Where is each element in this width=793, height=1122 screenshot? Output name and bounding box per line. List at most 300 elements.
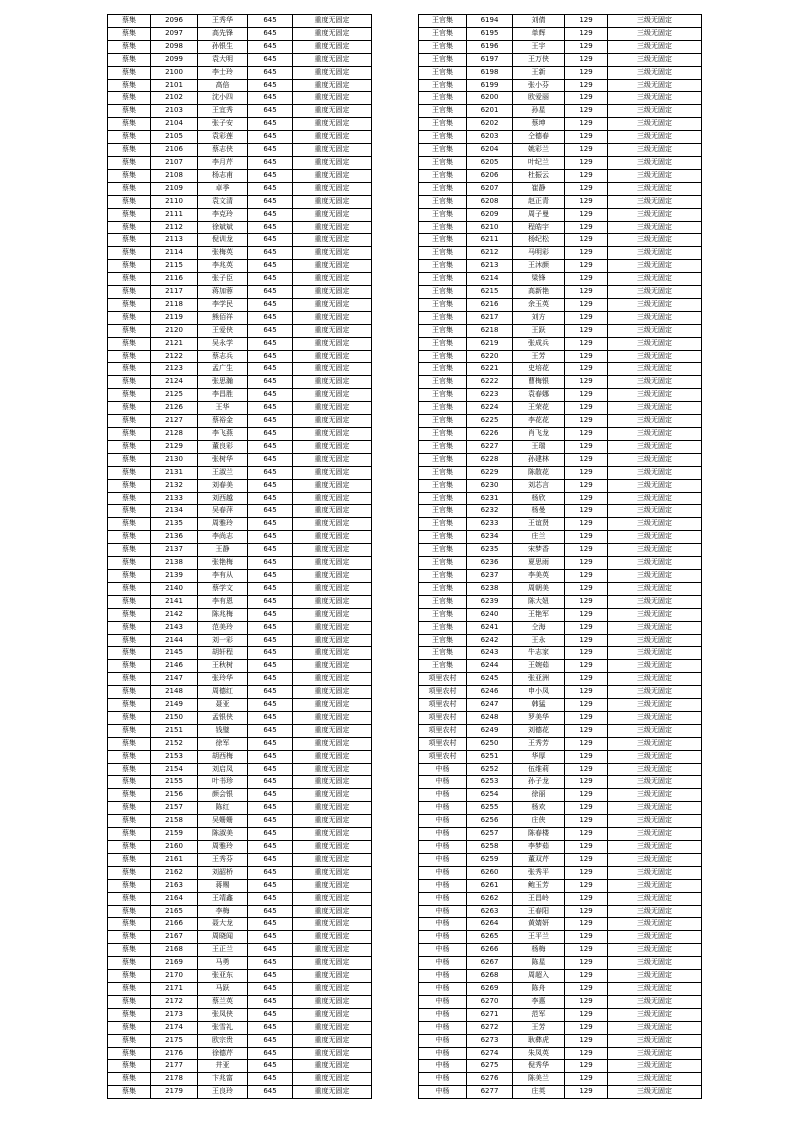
amount-cell: 129 bbox=[565, 376, 608, 389]
table-row bbox=[108, 389, 372, 402]
id-cell: 2155 bbox=[151, 776, 198, 789]
name-cell: 孙银生 bbox=[198, 40, 248, 53]
table-row bbox=[419, 608, 702, 621]
category-cell: 三级无固定 bbox=[608, 1008, 702, 1021]
id-cell: 6249 bbox=[467, 724, 513, 737]
name-cell: 李梅 bbox=[198, 905, 248, 918]
town-cell: 蔡集 bbox=[108, 402, 151, 415]
amount-cell: 129 bbox=[565, 1047, 608, 1060]
amount-cell: 645 bbox=[248, 363, 293, 376]
table-row bbox=[108, 131, 372, 144]
town-cell: 中杨 bbox=[419, 1008, 467, 1021]
category-cell: 三级无固定 bbox=[608, 621, 702, 634]
town-cell: 蔡集 bbox=[108, 479, 151, 492]
table-row bbox=[108, 595, 372, 608]
id-cell: 6217 bbox=[467, 311, 513, 324]
category-cell: 三级无固定 bbox=[608, 118, 702, 131]
amount-cell: 129 bbox=[565, 763, 608, 776]
amount-cell: 129 bbox=[565, 492, 608, 505]
town-cell: 蔡集 bbox=[108, 1047, 151, 1060]
id-cell: 6215 bbox=[467, 286, 513, 299]
town-cell: 王官集 bbox=[419, 27, 467, 40]
amount-cell: 129 bbox=[565, 234, 608, 247]
id-cell: 6225 bbox=[467, 415, 513, 428]
town-cell: 王官集 bbox=[419, 479, 467, 492]
id-cell: 6251 bbox=[467, 750, 513, 763]
table-row bbox=[419, 311, 702, 324]
town-cell: 蔡集 bbox=[108, 1086, 151, 1099]
id-cell: 2127 bbox=[151, 415, 198, 428]
table-row bbox=[419, 686, 702, 699]
amount-cell: 129 bbox=[565, 92, 608, 105]
category-cell: 三级无固定 bbox=[608, 337, 702, 350]
table-row bbox=[419, 182, 702, 195]
category-cell: 三级无固定 bbox=[608, 389, 702, 402]
town-cell: 中杨 bbox=[419, 789, 467, 802]
id-cell: 6272 bbox=[467, 1021, 513, 1034]
category-cell: 重度无固定 bbox=[293, 828, 372, 841]
town-cell: 王官集 bbox=[419, 234, 467, 247]
name-cell: 王荣花 bbox=[513, 402, 565, 415]
category-cell: 三级无固定 bbox=[608, 647, 702, 660]
town-cell: 蔡集 bbox=[108, 273, 151, 286]
amount-cell: 645 bbox=[248, 389, 293, 402]
town-cell: 蔡集 bbox=[108, 260, 151, 273]
id-cell: 6255 bbox=[467, 802, 513, 815]
id-cell: 6242 bbox=[467, 634, 513, 647]
town-cell: 蔡集 bbox=[108, 815, 151, 828]
table-row bbox=[419, 415, 702, 428]
table-row bbox=[108, 737, 372, 750]
table-row bbox=[108, 402, 372, 415]
amount-cell: 129 bbox=[565, 660, 608, 673]
table-row bbox=[108, 15, 372, 28]
town-cell: 蔡集 bbox=[108, 66, 151, 79]
id-cell: 6274 bbox=[467, 1047, 513, 1060]
id-cell: 6271 bbox=[467, 1008, 513, 1021]
town-cell: 王官集 bbox=[419, 569, 467, 582]
category-cell: 三级无固定 bbox=[608, 569, 702, 582]
name-cell: 刘倩 bbox=[513, 15, 565, 28]
table-row bbox=[419, 931, 702, 944]
table-row bbox=[108, 247, 372, 260]
town-cell: 中杨 bbox=[419, 879, 467, 892]
amount-cell: 129 bbox=[565, 169, 608, 182]
id-cell: 2116 bbox=[151, 273, 198, 286]
town-cell: 中杨 bbox=[419, 815, 467, 828]
table-row bbox=[419, 350, 702, 363]
amount-cell: 129 bbox=[565, 724, 608, 737]
town-cell: 蔡集 bbox=[108, 40, 151, 53]
category-cell: 三级无固定 bbox=[608, 918, 702, 931]
name-cell: 王婉茹 bbox=[513, 660, 565, 673]
category-cell: 三级无固定 bbox=[608, 40, 702, 53]
amount-cell: 129 bbox=[565, 273, 608, 286]
name-cell: 崔静 bbox=[513, 182, 565, 195]
name-cell: 孙子龙 bbox=[513, 776, 565, 789]
id-cell: 2146 bbox=[151, 660, 198, 673]
category-cell: 重度无固定 bbox=[293, 699, 372, 712]
category-cell: 重度无固定 bbox=[293, 724, 372, 737]
amount-cell: 129 bbox=[565, 15, 608, 28]
category-cell: 三级无固定 bbox=[608, 905, 702, 918]
name-cell: 刘芯言 bbox=[513, 479, 565, 492]
name-cell: 伍维莉 bbox=[513, 763, 565, 776]
name-cell: 王新 bbox=[513, 66, 565, 79]
amount-cell: 129 bbox=[565, 221, 608, 234]
category-cell: 重度无固定 bbox=[293, 1008, 372, 1021]
category-cell: 三级无固定 bbox=[608, 324, 702, 337]
id-cell: 2166 bbox=[151, 918, 198, 931]
name-cell: 刘一彩 bbox=[198, 634, 248, 647]
id-cell: 6270 bbox=[467, 995, 513, 1008]
table-row bbox=[108, 944, 372, 957]
name-cell: 胡轩程 bbox=[198, 647, 248, 660]
town-cell: 蔡集 bbox=[108, 453, 151, 466]
name-cell: 陈红 bbox=[198, 802, 248, 815]
town-cell: 蔡集 bbox=[108, 763, 151, 776]
category-cell: 三级无固定 bbox=[608, 982, 702, 995]
name-cell: 王爱侠 bbox=[198, 324, 248, 337]
id-cell: 6266 bbox=[467, 944, 513, 957]
id-cell: 2176 bbox=[151, 1047, 198, 1060]
category-cell: 重度无固定 bbox=[293, 1021, 372, 1034]
name-cell: 王谊贤 bbox=[513, 518, 565, 531]
amount-cell: 645 bbox=[248, 595, 293, 608]
category-cell: 重度无固定 bbox=[293, 750, 372, 763]
category-cell: 三级无固定 bbox=[608, 221, 702, 234]
category-cell: 三级无固定 bbox=[608, 737, 702, 750]
table-row bbox=[108, 660, 372, 673]
id-cell: 6218 bbox=[467, 324, 513, 337]
category-cell: 重度无固定 bbox=[293, 634, 372, 647]
amount-cell: 645 bbox=[248, 1021, 293, 1034]
table-row bbox=[108, 156, 372, 169]
name-cell: 蔡志兵 bbox=[198, 350, 248, 363]
amount-cell: 129 bbox=[565, 931, 608, 944]
name-cell: 张树华 bbox=[198, 453, 248, 466]
category-cell: 重度无固定 bbox=[293, 402, 372, 415]
town-cell: 蔡集 bbox=[108, 1073, 151, 1086]
category-cell: 三级无固定 bbox=[608, 260, 702, 273]
name-cell: 卓季 bbox=[198, 182, 248, 195]
amount-cell: 129 bbox=[565, 789, 608, 802]
town-cell: 王官集 bbox=[419, 15, 467, 28]
id-cell: 6208 bbox=[467, 195, 513, 208]
name-cell: 王沐颜 bbox=[513, 260, 565, 273]
table-row bbox=[419, 853, 702, 866]
id-cell: 2128 bbox=[151, 428, 198, 441]
town-cell: 蔡集 bbox=[108, 92, 151, 105]
town-cell: 蔡集 bbox=[108, 195, 151, 208]
category-cell: 重度无固定 bbox=[293, 234, 372, 247]
amount-cell: 645 bbox=[248, 866, 293, 879]
category-cell: 重度无固定 bbox=[293, 221, 372, 234]
town-cell: 蔡集 bbox=[108, 247, 151, 260]
amount-cell: 129 bbox=[565, 905, 608, 918]
town-cell: 中杨 bbox=[419, 905, 467, 918]
town-cell: 蔡集 bbox=[108, 376, 151, 389]
id-cell: 6229 bbox=[467, 466, 513, 479]
category-cell: 重度无固定 bbox=[293, 389, 372, 402]
id-cell: 6277 bbox=[467, 1086, 513, 1099]
category-cell: 三级无固定 bbox=[608, 931, 702, 944]
id-cell: 2126 bbox=[151, 402, 198, 415]
town-cell: 蔡集 bbox=[108, 699, 151, 712]
id-cell: 2164 bbox=[151, 892, 198, 905]
category-cell: 三级无固定 bbox=[608, 92, 702, 105]
id-cell: 6264 bbox=[467, 918, 513, 931]
category-cell: 重度无固定 bbox=[293, 776, 372, 789]
amount-cell: 129 bbox=[565, 647, 608, 660]
amount-cell: 129 bbox=[565, 879, 608, 892]
table-row bbox=[108, 66, 372, 79]
amount-cell: 645 bbox=[248, 789, 293, 802]
name-cell: 陈星 bbox=[513, 957, 565, 970]
amount-cell: 645 bbox=[248, 15, 293, 28]
table-row bbox=[419, 711, 702, 724]
table-row bbox=[108, 169, 372, 182]
town-cell: 王官集 bbox=[419, 557, 467, 570]
id-cell: 6206 bbox=[467, 169, 513, 182]
id-cell: 2175 bbox=[151, 1034, 198, 1047]
amount-cell: 645 bbox=[248, 1047, 293, 1060]
name-cell: 徐军 bbox=[198, 737, 248, 750]
town-cell: 项里农村 bbox=[419, 686, 467, 699]
id-cell: 2142 bbox=[151, 608, 198, 621]
category-cell: 重度无固定 bbox=[293, 918, 372, 931]
name-cell: 周雅玲 bbox=[198, 841, 248, 854]
left-table bbox=[107, 14, 372, 1099]
id-cell: 6228 bbox=[467, 453, 513, 466]
category-cell: 重度无固定 bbox=[293, 492, 372, 505]
amount-cell: 645 bbox=[248, 518, 293, 531]
name-cell: 陈大妞 bbox=[513, 595, 565, 608]
town-cell: 中杨 bbox=[419, 1047, 467, 1060]
town-cell: 蔡集 bbox=[108, 428, 151, 441]
table-row bbox=[419, 479, 702, 492]
category-cell: 重度无固定 bbox=[293, 995, 372, 1008]
name-cell: 李月芹 bbox=[198, 156, 248, 169]
table-row bbox=[108, 776, 372, 789]
town-cell: 蔡集 bbox=[108, 634, 151, 647]
category-cell: 三级无固定 bbox=[608, 841, 702, 854]
category-cell: 重度无固定 bbox=[293, 595, 372, 608]
category-cell: 重度无固定 bbox=[293, 286, 372, 299]
id-cell: 6197 bbox=[467, 53, 513, 66]
table-row bbox=[419, 169, 702, 182]
table-row bbox=[419, 905, 702, 918]
name-cell: 王永 bbox=[513, 634, 565, 647]
id-cell: 6244 bbox=[467, 660, 513, 673]
name-cell: 张凤侠 bbox=[198, 1008, 248, 1021]
town-cell: 蔡集 bbox=[108, 621, 151, 634]
amount-cell: 129 bbox=[565, 118, 608, 131]
name-cell: 杨曼 bbox=[513, 505, 565, 518]
amount-cell: 129 bbox=[565, 918, 608, 931]
table-row bbox=[419, 260, 702, 273]
town-cell: 蔡集 bbox=[108, 234, 151, 247]
name-cell: 张子臣 bbox=[198, 273, 248, 286]
name-cell: 蔡裕金 bbox=[198, 415, 248, 428]
id-cell: 6234 bbox=[467, 531, 513, 544]
category-cell: 重度无固定 bbox=[293, 415, 372, 428]
id-cell: 2122 bbox=[151, 350, 198, 363]
amount-cell: 129 bbox=[565, 402, 608, 415]
category-cell: 三级无固定 bbox=[608, 944, 702, 957]
amount-cell: 129 bbox=[565, 311, 608, 324]
table-row bbox=[108, 440, 372, 453]
category-cell: 三级无固定 bbox=[608, 15, 702, 28]
id-cell: 6230 bbox=[467, 479, 513, 492]
name-cell: 范美玲 bbox=[198, 621, 248, 634]
id-cell: 2099 bbox=[151, 53, 198, 66]
id-cell: 6237 bbox=[467, 569, 513, 582]
category-cell: 三级无固定 bbox=[608, 608, 702, 621]
amount-cell: 129 bbox=[565, 324, 608, 337]
id-cell: 6204 bbox=[467, 144, 513, 157]
id-cell: 2135 bbox=[151, 518, 198, 531]
id-cell: 6202 bbox=[467, 118, 513, 131]
id-cell: 6243 bbox=[467, 647, 513, 660]
id-cell: 6250 bbox=[467, 737, 513, 750]
name-cell: 王春阳 bbox=[513, 905, 565, 918]
name-cell: 蒋赐 bbox=[198, 879, 248, 892]
town-cell: 蔡集 bbox=[108, 53, 151, 66]
amount-cell: 129 bbox=[565, 66, 608, 79]
town-cell: 蔡集 bbox=[108, 144, 151, 157]
amount-cell: 129 bbox=[565, 144, 608, 157]
id-cell: 2130 bbox=[151, 453, 198, 466]
name-cell: 聂大龙 bbox=[198, 918, 248, 931]
amount-cell: 129 bbox=[565, 750, 608, 763]
name-cell: 陈美兰 bbox=[513, 1073, 565, 1086]
town-cell: 蔡集 bbox=[108, 363, 151, 376]
id-cell: 6258 bbox=[467, 841, 513, 854]
table-row bbox=[419, 763, 702, 776]
category-cell: 重度无固定 bbox=[293, 660, 372, 673]
category-cell: 重度无固定 bbox=[293, 40, 372, 53]
table-row bbox=[419, 518, 702, 531]
table-row bbox=[419, 1008, 702, 1021]
town-cell: 蔡集 bbox=[108, 995, 151, 1008]
amount-cell: 645 bbox=[248, 466, 293, 479]
amount-cell: 645 bbox=[248, 931, 293, 944]
id-cell: 2105 bbox=[151, 131, 198, 144]
name-cell: 高新艳 bbox=[513, 286, 565, 299]
table-row bbox=[108, 905, 372, 918]
name-cell: 马勇 bbox=[198, 957, 248, 970]
town-cell: 王官集 bbox=[419, 531, 467, 544]
amount-cell: 645 bbox=[248, 582, 293, 595]
table-row bbox=[108, 195, 372, 208]
amount-cell: 129 bbox=[565, 1021, 608, 1034]
table-row bbox=[419, 544, 702, 557]
amount-cell: 645 bbox=[248, 621, 293, 634]
amount-cell: 129 bbox=[565, 621, 608, 634]
category-cell: 三级无固定 bbox=[608, 828, 702, 841]
id-cell: 2117 bbox=[151, 286, 198, 299]
id-cell: 6210 bbox=[467, 221, 513, 234]
id-cell: 6213 bbox=[467, 260, 513, 273]
amount-cell: 129 bbox=[565, 1086, 608, 1099]
name-cell: 王秀芬 bbox=[198, 853, 248, 866]
name-cell: 倪训龙 bbox=[198, 234, 248, 247]
town-cell: 中杨 bbox=[419, 1021, 467, 1034]
category-cell: 三级无固定 bbox=[608, 957, 702, 970]
town-cell: 王官集 bbox=[419, 492, 467, 505]
town-cell: 王官集 bbox=[419, 660, 467, 673]
town-cell: 蔡集 bbox=[108, 105, 151, 118]
name-cell: 王华 bbox=[198, 402, 248, 415]
id-cell: 2137 bbox=[151, 544, 198, 557]
amount-cell: 645 bbox=[248, 286, 293, 299]
table-row bbox=[419, 247, 702, 260]
name-cell: 李美英 bbox=[513, 569, 565, 582]
id-cell: 2143 bbox=[151, 621, 198, 634]
amount-cell: 645 bbox=[248, 944, 293, 957]
category-cell: 重度无固定 bbox=[293, 982, 372, 995]
table-row bbox=[108, 105, 372, 118]
name-cell: 陈舟 bbox=[513, 982, 565, 995]
id-cell: 2172 bbox=[151, 995, 198, 1008]
table-row bbox=[108, 273, 372, 286]
amount-cell: 645 bbox=[248, 544, 293, 557]
town-cell: 项里农村 bbox=[419, 699, 467, 712]
table-row bbox=[108, 582, 372, 595]
name-cell: 董双芹 bbox=[513, 853, 565, 866]
table-row bbox=[108, 1073, 372, 1086]
town-cell: 王官集 bbox=[419, 105, 467, 118]
name-cell: 胡西梅 bbox=[198, 750, 248, 763]
name-cell: 杨欢 bbox=[513, 802, 565, 815]
amount-cell: 129 bbox=[565, 557, 608, 570]
amount-cell: 645 bbox=[248, 557, 293, 570]
category-cell: 三级无固定 bbox=[608, 105, 702, 118]
id-cell: 2157 bbox=[151, 802, 198, 815]
table-row bbox=[419, 144, 702, 157]
table-row bbox=[419, 324, 702, 337]
amount-cell: 645 bbox=[248, 428, 293, 441]
table-row bbox=[108, 324, 372, 337]
name-cell: 张秀平 bbox=[513, 866, 565, 879]
amount-cell: 645 bbox=[248, 492, 293, 505]
id-cell: 2152 bbox=[151, 737, 198, 750]
name-cell: 牛志家 bbox=[513, 647, 565, 660]
amount-cell: 129 bbox=[565, 853, 608, 866]
category-cell: 三级无固定 bbox=[608, 531, 702, 544]
id-cell: 2138 bbox=[151, 557, 198, 570]
table-row bbox=[419, 1060, 702, 1073]
table-row bbox=[108, 569, 372, 582]
amount-cell: 645 bbox=[248, 1086, 293, 1099]
id-cell: 6196 bbox=[467, 40, 513, 53]
category-cell: 重度无固定 bbox=[293, 789, 372, 802]
category-cell: 重度无固定 bbox=[293, 337, 372, 350]
id-cell: 6252 bbox=[467, 763, 513, 776]
town-cell: 蔡集 bbox=[108, 582, 151, 595]
town-cell: 蔡集 bbox=[108, 905, 151, 918]
town-cell: 蔡集 bbox=[108, 169, 151, 182]
amount-cell: 129 bbox=[565, 531, 608, 544]
table-row bbox=[108, 544, 372, 557]
id-cell: 6257 bbox=[467, 828, 513, 841]
id-cell: 6203 bbox=[467, 131, 513, 144]
amount-cell: 645 bbox=[248, 337, 293, 350]
name-cell: 蔡学文 bbox=[198, 582, 248, 595]
table-row bbox=[108, 879, 372, 892]
table-row bbox=[419, 221, 702, 234]
